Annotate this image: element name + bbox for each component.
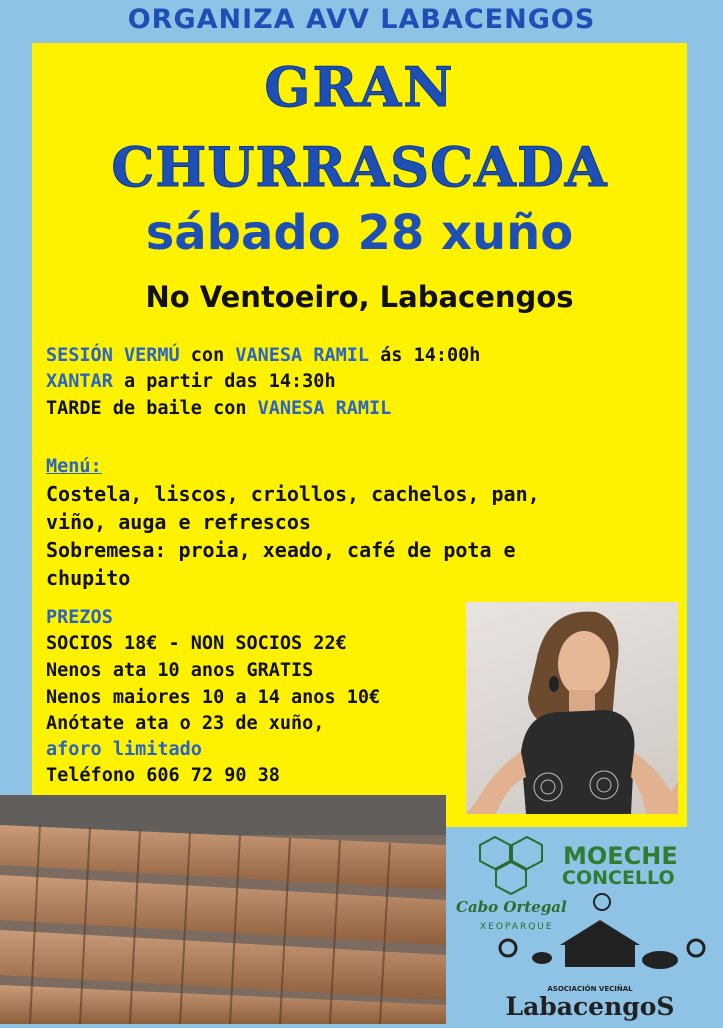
menu-title: Menú:: [46, 456, 102, 477]
singer-illustration: [466, 602, 678, 814]
title-gran: GRAN: [264, 55, 455, 119]
phone-number: Teléfono 606 72 90 38: [46, 765, 280, 786]
event-date: sábado 28 xuño: [145, 205, 574, 261]
price-line: Nenos ata 10 anos GRATIS: [46, 660, 314, 681]
prices-title: PREZOS: [46, 607, 113, 628]
event-place: No Ventoeiro, Labacengos: [145, 280, 574, 314]
sponsor-logos: [450, 830, 723, 1024]
price-line: Anótate ata o 23 de xuño,: [46, 713, 325, 734]
menu-line: viño, auga e refrescos: [46, 510, 311, 534]
ribs-illustration: [0, 795, 446, 1024]
price-line: Nenos maiores 10 a 14 anos 10€: [46, 687, 381, 708]
moeche-text: MOECHE: [563, 842, 678, 870]
concello-text: CONCELLO: [562, 867, 675, 889]
title-churrascada: CHURRASCADA: [111, 135, 608, 199]
xeoparque-text: XEOPARQUE: [480, 922, 554, 932]
schedule-line-vermu: SESIÓN VERMÚ con VANESA RAMIL ás 14:00h: [46, 345, 481, 366]
schedule-line-tarde: TARDE de baile con VANESA RAMIL: [46, 398, 392, 419]
organizer-heading: ORGANIZA AVV LABACENGOS: [127, 4, 596, 35]
menu-line: chupito: [46, 566, 131, 590]
menu-line: Sobremesa: proia, xeado, café de pota e: [46, 538, 516, 562]
limited-capacity: aforo limitado: [46, 739, 202, 760]
menu-line: Costela, liscos, criollos, cachelos, pan,: [46, 482, 540, 506]
singer-photo: [466, 602, 678, 814]
price-line: SOCIOS 18€ - NON SOCIOS 22€: [46, 633, 347, 654]
schedule-line-xantar: XANTAR a partir das 14:30h: [46, 371, 336, 392]
cabo-ortegal-text: Cabo Ortegal: [456, 898, 567, 916]
grill-photo: [0, 795, 446, 1024]
cabo-ortegal-logo: [480, 837, 542, 894]
labacengos-text: LabacengoS: [505, 992, 675, 1021]
asociacion-text: ASOCIACIÓN VECIÑAL: [547, 985, 633, 993]
